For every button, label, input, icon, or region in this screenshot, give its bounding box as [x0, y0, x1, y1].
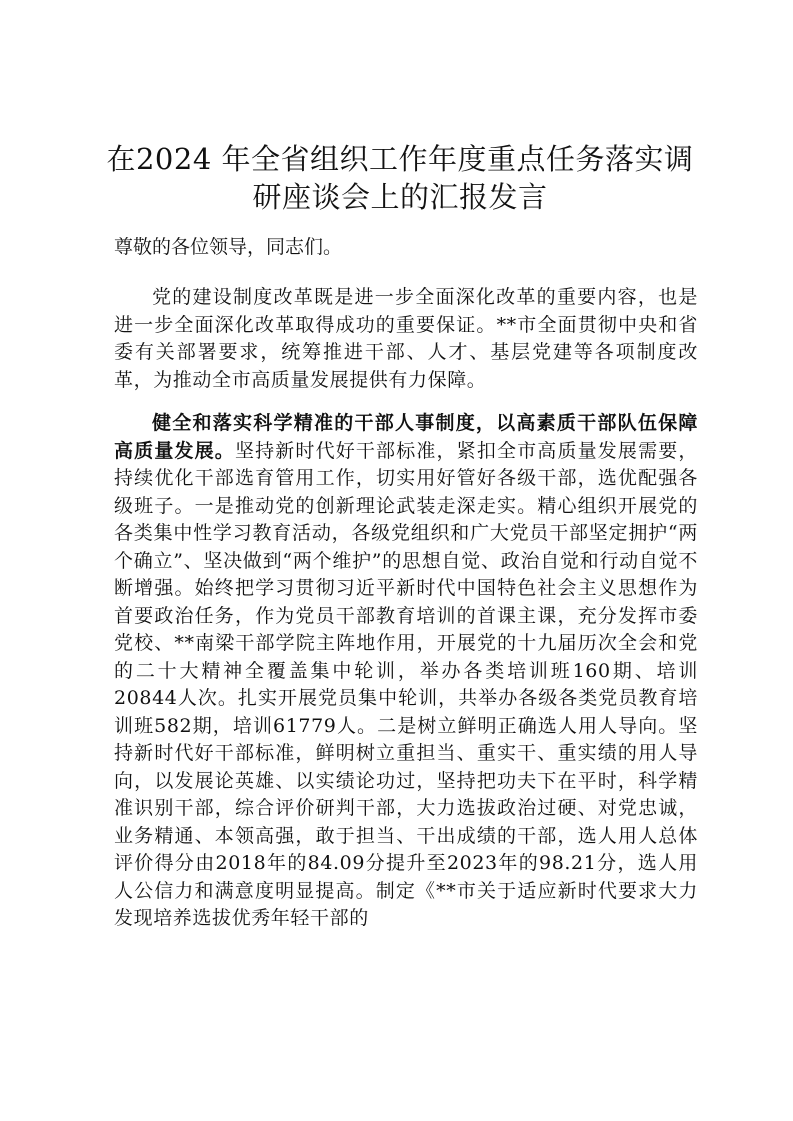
- paragraph-body: 坚持新时代好干部标准，紧扣全市高质量发展需要，持续优化干部选育管用工作，切实用好管好各级干部，选优配强各级班子。一是推动党的创新理论武装走深走实。精心组织开展党的各类集中性学习教育活动，各级党组织和广大党员干部坚定拥护“两个确立”、坚决做到“两个维护”的思想自觉、政治自觉和行动自觉不断增强。始终把学习贯彻习近平新时代中国特色社会主义思想作为首要政治任务，作为党员干部教育培训的首课主课，充分发挥市委党校、**南梁干部学院主阵地作用，开展党的十九届历次全会和党的二十大精神全覆盖集中轮训，举办各类培训班160期、培训20844人次。扎实开展党员集中轮训，共举办各级各类党员教育培训班582期，培训61779人。二是树立鲜明正确选人用人导向。坚持新时代好干部标准，鲜明树立重担当、重实干、重实绩的用人导向，以发展论英雄、以实绩论功过，坚持把功夫下在平时，科学精准识别干部，综合评价研判干部，大力选拔政治过硬、对党忠诚，业务精通、本领高强，敢于担当、干出成绩的干部，选人用人总体评价得分由2018年的84.09分提升至2023年的98.21分，选人用人公信力和满意度明显提高。制定《**市关于适应新时代要求大力发现培养选拔优秀年轻干部的: [114, 439, 698, 929]
- paragraph-lead-sentence: 健全和落实科学精准的干部人事制度，以高素质干部队伍保障高质量发展。: [114, 412, 698, 462]
- document-title: [100, 140, 700, 216]
- title-line-1: 在2024 年全省组织工作年度重点任务落实调: [106, 142, 694, 176]
- title-line-2: 研座谈会上的汇报发言: [252, 180, 548, 214]
- paragraph-intro: 党的建设制度改革既是进一步全面深化改革的重要内容，也是进一步全面深化改革取得成功的重要保证。**市全面贯彻中央和省委有关部署要求，统筹推进干部、人才、基层党建等各项制度改革，为推动全市高质量发展提供有力保障。: [114, 286, 698, 391]
- paragraph-cadre-system: [114, 410, 698, 933]
- salutation: 尊敬的各位领导，同志们。: [114, 236, 343, 258]
